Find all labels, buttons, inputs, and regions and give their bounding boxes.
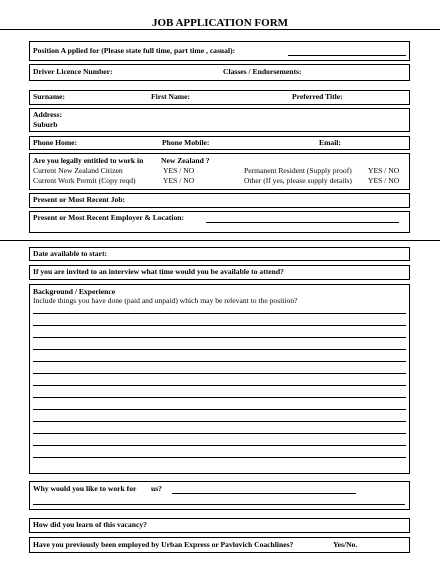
resident-label: Permanent Resident (Supply proof) — [244, 166, 352, 175]
background-line[interactable] — [33, 397, 406, 398]
interview-section — [29, 265, 410, 280]
recent-employer-section — [29, 211, 410, 233]
preferred-title-label: Preferred Title: — [292, 92, 343, 101]
background-hint: Include things you have done (paid and unpaid) which may be relevant to the position? — [33, 296, 298, 305]
other-option[interactable]: YES / NO — [368, 176, 400, 185]
first-name-label: First Name: — [151, 92, 191, 101]
position-section — [29, 41, 410, 61]
entitlement-question: Are you legally entitled to work in — [33, 156, 144, 165]
background-line[interactable] — [33, 385, 406, 386]
background-line[interactable] — [33, 313, 406, 314]
title-divider — [0, 29, 440, 30]
other-label: Other (If yes, please supply details) — [244, 176, 352, 185]
date-available-label: Date available to start: — [33, 249, 108, 258]
names-section — [29, 90, 410, 105]
recent-job-label: Present or Most Recent Job: — [33, 195, 126, 204]
background-line[interactable] — [33, 433, 406, 434]
suburb-label: Suburb — [33, 120, 58, 129]
vacancy-label: How did you learn of this vacancy? — [33, 520, 147, 529]
background-line[interactable] — [33, 457, 406, 458]
email-label: Email: — [319, 138, 341, 147]
background-section — [29, 284, 410, 474]
citizen-option[interactable]: YES / NO — [163, 166, 195, 175]
date-available-section — [29, 247, 410, 261]
background-line[interactable] — [33, 445, 406, 446]
background-line[interactable] — [33, 337, 406, 338]
background-line[interactable] — [33, 409, 406, 410]
why-label-end: us? — [151, 484, 162, 493]
recent-employer-label: Present or Most Recent Employer & Location: — [33, 213, 184, 222]
citizen-label: Current New Zealand Citizen — [33, 166, 123, 175]
address-section — [29, 108, 410, 132]
surname-label: Surname: — [33, 92, 66, 101]
phone-home-label: Phone Home: — [33, 138, 78, 147]
form-title: JOB APPLICATION FORM — [151, 17, 289, 29]
background-label: Background / Experience — [33, 287, 116, 296]
permit-option[interactable]: YES / NO — [163, 176, 195, 185]
entitlement-country: New Zealand ? — [161, 156, 210, 165]
why-label: Why would you like to work for — [33, 484, 137, 493]
resident-option[interactable]: YES / NO — [368, 166, 400, 175]
licence-classes-label: Classes / Endorsements: — [223, 67, 302, 76]
licence-number-label: Driver Licence Number: — [33, 67, 113, 76]
previous-options[interactable]: Yes/No. — [333, 540, 358, 549]
recent-employer-field[interactable] — [206, 222, 399, 223]
why-section — [29, 481, 410, 510]
phones-section — [29, 136, 410, 150]
why-field-line[interactable] — [33, 504, 405, 505]
background-line[interactable] — [33, 421, 406, 422]
interview-label: If you are invited to an interview what time would you be available to attend? — [33, 267, 284, 276]
vacancy-section — [29, 518, 410, 533]
phone-mobile-label: Phone Mobile: — [162, 138, 210, 147]
background-line[interactable] — [33, 361, 406, 362]
recent-job-section — [29, 193, 410, 208]
licence-section — [29, 64, 410, 81]
background-line[interactable] — [33, 373, 406, 374]
previous-label: Have you previously been employed by Urban Express or Pavlovich Coachlines? — [33, 540, 294, 549]
entitlement-section — [29, 153, 410, 190]
background-line[interactable] — [33, 325, 406, 326]
background-line[interactable] — [33, 349, 406, 350]
permit-label: Current Work Permit (Copy reqd) — [33, 176, 136, 185]
why-field[interactable] — [172, 493, 356, 494]
position-field[interactable] — [288, 55, 406, 56]
section-divider — [0, 240, 440, 241]
position-label: Position A pplied for (Please state full time, part time , casual): — [33, 46, 236, 55]
address-label: Address: — [33, 110, 62, 119]
previous-section — [29, 537, 410, 553]
